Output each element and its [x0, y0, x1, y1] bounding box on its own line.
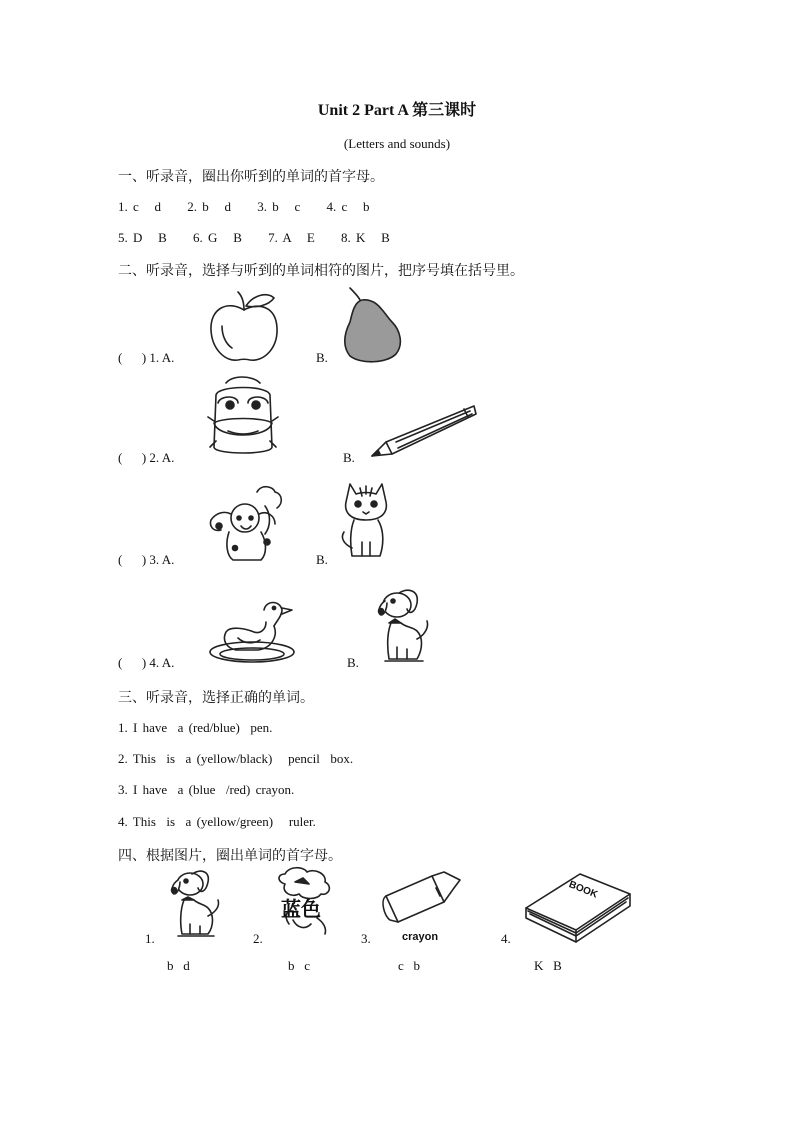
dog-icon [377, 587, 433, 665]
bag-icon [208, 377, 278, 461]
letter-options-3: c b [398, 958, 421, 973]
section3-heading: 三、听录音，选择正确的单词。 [118, 690, 314, 706]
section1-row2: 5. D B 6. G B 7. A E 8. K B [118, 230, 390, 245]
letter-options-4: K B [534, 958, 562, 973]
book-label: BOOK [567, 879, 600, 901]
crayon-icon [380, 872, 464, 944]
option-b-1: B. [316, 350, 328, 365]
section4-heading: 四、根据图片，圈出单词的首字母。 [118, 848, 342, 864]
dog-icon [170, 868, 226, 940]
picture-number-2: 2. [253, 931, 263, 946]
picture-number-1: 1. [145, 931, 155, 946]
page-title: Unit 2 Part A 第三课时 [317, 102, 477, 119]
picture-number-3: 3. [361, 931, 371, 946]
option-b-3: B. [316, 552, 328, 567]
section1-row1: 1. c d 2. b d 3. b c 4. c b [118, 199, 370, 214]
letter-options-1: b d [167, 958, 190, 973]
picture-number-4: 4. [501, 931, 511, 946]
apple-icon [208, 290, 280, 364]
question-4: ( ) 4. A. [118, 655, 175, 670]
letter-options-2: b c [288, 958, 311, 973]
duck-icon [208, 600, 298, 666]
blue-color-icon [273, 866, 339, 942]
sheep-icon [205, 484, 287, 564]
question-3: ( ) 3. A. [118, 552, 175, 567]
book-icon [522, 868, 634, 948]
sentence-2: 2. This is a (yellow/black) pencil box. [118, 751, 354, 766]
page-subtitle: (Letters and sounds) [343, 136, 451, 151]
cat-icon [340, 482, 392, 562]
blue-color-text: 蓝色 [281, 897, 321, 921]
section2-heading: 二、听录音，选择与听到的单词相符的图片，把序号填在括号里。 [118, 263, 524, 279]
crayon-label: crayon [402, 931, 439, 943]
question-1: ( ) 1. A. [118, 350, 175, 365]
section1-heading: 一、听录音，圈出你听到的单词的首字母。 [118, 169, 384, 185]
pear-icon [340, 288, 404, 364]
option-b-4: B. [347, 655, 359, 670]
sentence-4: 4. This is a (yellow/green) ruler. [118, 814, 316, 829]
sentence-1: 1. I have a (red/blue) pen. [118, 720, 273, 735]
sentence-3: 3. I have a (blue /red) crayon. [118, 782, 295, 797]
question-2: ( ) 2. A. [118, 450, 175, 465]
option-b-2: B. [343, 450, 355, 465]
pencil-icon [370, 402, 478, 460]
